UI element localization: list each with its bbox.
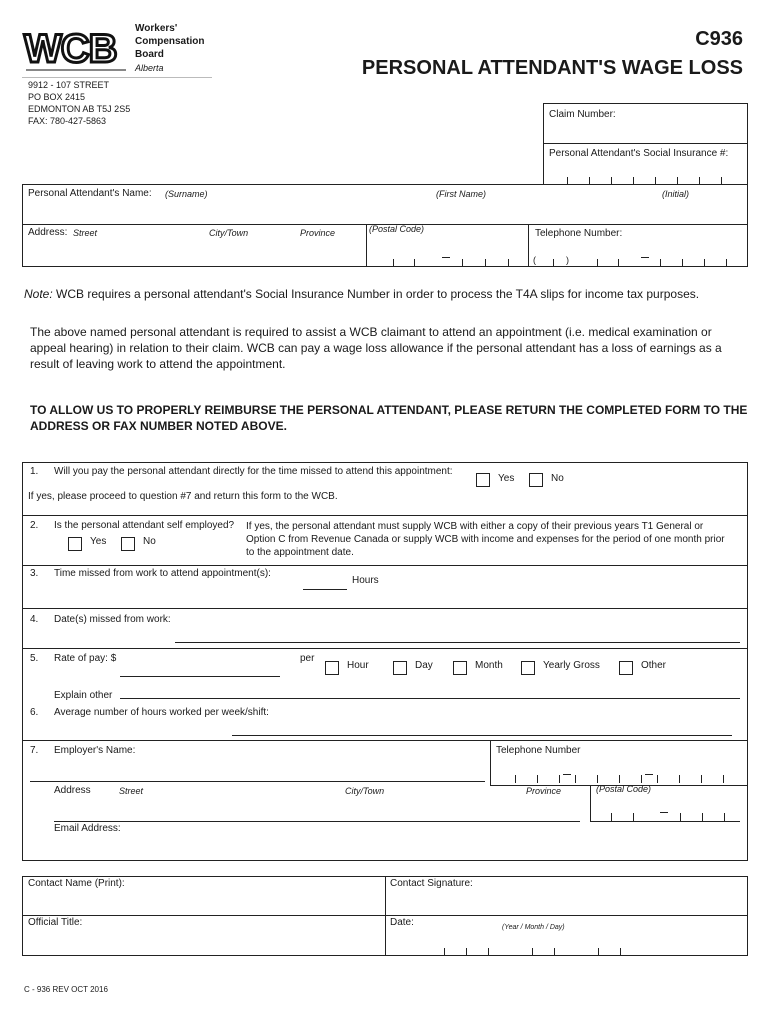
- sin-note: [24, 287, 754, 301]
- rate-yearly-checkbox[interactable]: [521, 661, 535, 675]
- telephone-label: Telephone Number:: [535, 228, 623, 239]
- address-line: PO BOX 2415: [28, 92, 86, 102]
- claim-number-input[interactable]: [549, 123, 739, 139]
- q2-text: Is the personal attendant self employed?: [54, 520, 235, 531]
- q3-number: 3.: [30, 568, 39, 579]
- rate-of-pay-input[interactable]: [122, 661, 277, 675]
- hours-label: Hours: [352, 575, 379, 586]
- q6-text: Average number of hours worked per week/shift:: [54, 707, 269, 718]
- rate-yearly-label: Yearly Gross: [543, 660, 600, 671]
- contact-name-input[interactable]: [28, 894, 378, 910]
- q2-number: 2.: [30, 520, 39, 531]
- province-name: Alberta: [135, 63, 164, 73]
- official-title-label: Official Title:: [28, 917, 83, 928]
- employer-postal-hint: (Postal Code): [596, 784, 652, 794]
- wcb-address: [28, 79, 130, 127]
- q5-number: 5.: [30, 653, 39, 664]
- q2-no-label: No: [143, 536, 156, 547]
- form-revision: C - 936 REV OCT 2016: [24, 985, 108, 994]
- q2-yes-label: Yes: [90, 536, 107, 547]
- rate-month-checkbox[interactable]: [453, 661, 467, 675]
- q2-note: If yes, the personal attendant must supply WCB with either a copy of their previous years T1 General or Option C from Revenue Canada or supply WCB with income and expenses for the period of one month prior to the appointment date.: [246, 521, 725, 558]
- org-name-line1: Workers': [135, 23, 178, 34]
- org-name-line2: Compensation: [135, 36, 205, 47]
- explain-other-label: Explain other: [54, 690, 113, 701]
- employer-street-hint: Street: [119, 786, 144, 796]
- rate-day-label: Day: [415, 660, 433, 671]
- rate-day-checkbox[interactable]: [393, 661, 407, 675]
- form-code: C936: [695, 28, 743, 50]
- employer-address-label: Address: [54, 785, 91, 796]
- attendant-name-input[interactable]: [160, 203, 740, 219]
- q6-number: 6.: [30, 707, 39, 718]
- email-label: Email Address:: [54, 823, 121, 834]
- tel-paren-close: ): [566, 255, 569, 265]
- dates-missed-input[interactable]: [176, 627, 739, 641]
- rate-other-label: Other: [641, 660, 667, 671]
- employer-name-input[interactable]: [32, 764, 482, 778]
- employer-address-input[interactable]: [56, 802, 576, 816]
- q4-number: 4.: [30, 614, 39, 625]
- q7-text: Employer's Name:: [54, 745, 136, 756]
- official-title-input[interactable]: [28, 933, 378, 949]
- rate-other-checkbox[interactable]: [619, 661, 633, 675]
- date-format-hint: (Year / Month / Day): [502, 924, 565, 931]
- form-title: PERSONAL ATTENDANT'S WAGE LOSS: [361, 57, 743, 79]
- hours-input[interactable]: [303, 575, 347, 589]
- return-instruction: TO ALLOW US TO PROPERLY REIMBURSE THE PERSONAL ATTENDANT, PLEASE RETURN THE COMPLETED FORM TO THE ADDRESS OR FAX NUMBER NOTED ABOVE.: [30, 403, 748, 433]
- city-hint: City/Town: [209, 228, 249, 238]
- q1-text: Will you pay the personal attendant directly for the time missed to attend this appointment:: [54, 466, 453, 477]
- contact-name-label: Contact Name (Print):: [28, 878, 125, 889]
- q1-note: If yes, please proceed to question #7 and return this form to the WCB.: [28, 491, 338, 502]
- tel-paren-open: (: [533, 255, 536, 265]
- address-label: Address:: [28, 227, 68, 238]
- first-name-hint: (First Name): [436, 189, 486, 199]
- note-text: WCB requires a personal attendant's Social Insurance Number in order to process the T4A slips for income tax purposes.: [52, 287, 700, 301]
- initial-hint: (Initial): [662, 189, 690, 199]
- sin-label: Personal Attendant's Social Insurance #:: [549, 148, 729, 159]
- q1-no-label: No: [551, 473, 564, 484]
- org-name-line3: Board: [135, 49, 164, 60]
- email-input[interactable]: [140, 823, 740, 837]
- q1-yes-label: Yes: [498, 473, 515, 484]
- avg-hours-input[interactable]: [234, 720, 730, 734]
- q2-no-checkbox[interactable]: [121, 537, 135, 551]
- wcb-logo: [22, 20, 212, 76]
- rate-month-label: Month: [475, 660, 503, 671]
- attendant-address-input[interactable]: [28, 244, 358, 260]
- svg-text:WCB: WCB: [24, 27, 117, 71]
- q1-number: 1.: [30, 466, 39, 477]
- contact-signature-input[interactable]: [390, 894, 740, 910]
- q1-yes-checkbox[interactable]: [476, 473, 490, 487]
- wcb-logo-mark: [22, 20, 212, 76]
- per-label: per: [300, 653, 315, 664]
- address-line: EDMONTON AB T5J 2S5: [28, 104, 131, 114]
- q5-text: Rate of pay: $: [54, 653, 117, 664]
- contact-signature-label: Contact Signature:: [390, 878, 473, 889]
- employer-city-hint: City/Town: [345, 786, 385, 796]
- sin-input[interactable]: [549, 162, 739, 176]
- note-label: Note:: [24, 287, 53, 301]
- address-line: 9912 - 107 STREET: [28, 80, 110, 90]
- address-line: FAX: 780-427-5863: [28, 116, 107, 126]
- employer-telephone-label: Telephone Number: [496, 745, 581, 756]
- attendant-phone-input[interactable]: [580, 243, 740, 257]
- q2-yes-checkbox[interactable]: [68, 537, 82, 551]
- rate-hour-label: Hour: [347, 660, 369, 671]
- explain-other-input[interactable]: [121, 684, 738, 698]
- q7-number: 7.: [30, 745, 39, 756]
- province-hint: Province: [300, 228, 336, 238]
- employer-province-hint: Province: [526, 786, 562, 796]
- street-hint: Street: [73, 228, 98, 238]
- intro-paragraph: The above named personal attendant is required to assist a WCB claimant to attend an appointment (i.e. medical examination or appeal hearing) in relation to their claim. WCB can pay a wage loss allowance if the personal attendant has a loss of earnings as a result of leaving work to attend the appointment.: [30, 325, 722, 371]
- attendant-name-label: Personal Attendant's Name:: [28, 188, 152, 199]
- q1-no-checkbox[interactable]: [529, 473, 543, 487]
- date-label: Date:: [390, 917, 414, 928]
- q4-text: Date(s) missed from work:: [54, 614, 171, 625]
- surname-hint: (Surname): [165, 189, 208, 199]
- postal-code-hint: (Postal Code): [369, 224, 425, 234]
- q3-text: Time missed from work to attend appointment(s):: [54, 568, 271, 579]
- claim-number-label: Claim Number:: [549, 109, 616, 120]
- rate-hour-checkbox[interactable]: [325, 661, 339, 675]
